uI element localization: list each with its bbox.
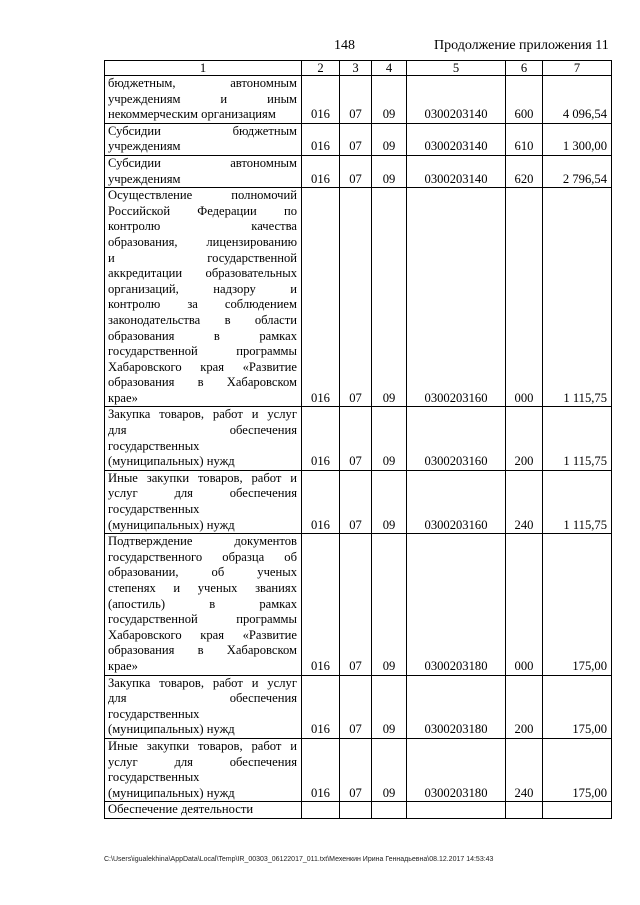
target-article-code: 0300203160 bbox=[407, 407, 506, 470]
table-row bbox=[105, 675, 612, 738]
subsection-code: 09 bbox=[372, 155, 407, 187]
section-code: 07 bbox=[340, 155, 372, 187]
target-article-code: 0300203160 bbox=[407, 470, 506, 533]
amount-value: 1 300,00 bbox=[543, 123, 612, 155]
description-line: для обеспечения bbox=[108, 691, 297, 706]
amount-value: 4 096,54 bbox=[543, 76, 612, 124]
amount-value bbox=[543, 802, 612, 819]
description-line: (муниципальных) нужд bbox=[108, 454, 235, 469]
description-line: (муниципальных) нужд bbox=[108, 722, 235, 737]
header-col-7: 7 bbox=[543, 61, 612, 76]
table-row bbox=[105, 407, 612, 470]
subsection-code: 09 bbox=[372, 534, 407, 675]
subsection-code bbox=[372, 802, 407, 819]
table-row bbox=[105, 188, 612, 407]
ministry-code: 016 bbox=[302, 155, 340, 187]
expense-type-code: 610 bbox=[506, 123, 543, 155]
row-description bbox=[105, 123, 302, 155]
description-line: Закупка товаров, работ и услуг bbox=[108, 407, 297, 422]
expense-type-code: 240 bbox=[506, 470, 543, 533]
description-line: образования в Хабаровском bbox=[108, 375, 297, 390]
subsection-code: 09 bbox=[372, 470, 407, 533]
subsection-code: 09 bbox=[372, 123, 407, 155]
table-row bbox=[105, 76, 612, 124]
description-line: Иные закупки товаров, работ и bbox=[108, 738, 297, 753]
ministry-code bbox=[302, 802, 340, 819]
table-row bbox=[105, 123, 612, 155]
target-article-code: 0300203140 bbox=[407, 123, 506, 155]
amount-value: 175,00 bbox=[543, 738, 612, 801]
description-line: государственных bbox=[108, 770, 200, 785]
amount-value: 175,00 bbox=[543, 534, 612, 675]
amount-value: 1 115,75 bbox=[543, 188, 612, 407]
section-code: 07 bbox=[340, 407, 372, 470]
expense-type-code: 000 bbox=[506, 188, 543, 407]
description-line: Обеспечение деятельности bbox=[108, 802, 254, 817]
description-line: (муниципальных) нужд bbox=[108, 785, 235, 800]
header-col-4: 4 bbox=[372, 61, 407, 76]
table-row bbox=[105, 534, 612, 675]
description-line: Закупка товаров, работ и услуг bbox=[108, 675, 297, 690]
description-line: Субсидии бюджетным bbox=[108, 123, 297, 138]
description-line: контролю качества bbox=[108, 219, 297, 234]
description-line: бюджетным, автономным bbox=[108, 76, 297, 90]
expense-type-code bbox=[506, 802, 543, 819]
description-line: государственной программы bbox=[108, 612, 297, 627]
target-article-code: 0300203140 bbox=[407, 76, 506, 124]
table-row bbox=[105, 155, 612, 187]
description-line: (муниципальных) нужд bbox=[108, 517, 235, 532]
description-line: степенях и ученых званиях bbox=[108, 581, 297, 595]
ministry-code: 016 bbox=[302, 738, 340, 801]
page-number: 148 bbox=[334, 38, 355, 53]
row-description bbox=[105, 188, 302, 407]
table-row bbox=[105, 802, 612, 819]
description-line: Хабаровского края «Развитие bbox=[108, 359, 297, 374]
row-description bbox=[105, 76, 302, 124]
ministry-code: 016 bbox=[302, 675, 340, 738]
description-line: государственных bbox=[108, 502, 200, 517]
description-line: законодательства в области bbox=[108, 312, 297, 327]
description-line: учреждениям и иным bbox=[108, 91, 297, 106]
row-description bbox=[105, 407, 302, 470]
section-code: 07 bbox=[340, 76, 372, 124]
section-code: 07 bbox=[340, 188, 372, 407]
subsection-code: 09 bbox=[372, 188, 407, 407]
description-line: Субсидии автономным bbox=[108, 155, 297, 170]
description-line: (апостиль) в рамках bbox=[108, 596, 297, 611]
description-line: образования, лицензированию bbox=[108, 234, 297, 249]
subsection-code: 09 bbox=[372, 675, 407, 738]
description-line: и государственной bbox=[108, 250, 297, 265]
description-line: государственной программы bbox=[108, 344, 297, 359]
description-line: государственных bbox=[108, 706, 200, 721]
section-code: 07 bbox=[340, 738, 372, 801]
expense-type-code: 000 bbox=[506, 534, 543, 675]
amount-value: 1 115,75 bbox=[543, 470, 612, 533]
section-code bbox=[340, 802, 372, 819]
ministry-code: 016 bbox=[302, 123, 340, 155]
expense-type-code: 200 bbox=[506, 407, 543, 470]
expense-type-code: 620 bbox=[506, 155, 543, 187]
footer-file-path: C:\Users\igualekhina\AppData\Local\Temp\IR_00303_06122017_011.txt\Мехенкин Ирина Геннадьевна\08.12.2017 14:53:43 bbox=[104, 856, 494, 863]
description-line: для обеспечения bbox=[108, 423, 297, 438]
expense-type-code: 240 bbox=[506, 738, 543, 801]
section-code: 07 bbox=[340, 123, 372, 155]
ministry-code: 016 bbox=[302, 534, 340, 675]
description-line: услуг для обеспечения bbox=[108, 486, 297, 501]
subsection-code: 09 bbox=[372, 738, 407, 801]
row-description bbox=[105, 155, 302, 187]
expense-type-code: 600 bbox=[506, 76, 543, 124]
subsection-code: 09 bbox=[372, 76, 407, 124]
subsection-code: 09 bbox=[372, 407, 407, 470]
row-description bbox=[105, 802, 302, 819]
description-line: образовании, об ученых bbox=[108, 565, 297, 580]
ministry-code: 016 bbox=[302, 188, 340, 407]
target-article-code: 0300203140 bbox=[407, 155, 506, 187]
description-line: Осуществление полномочий bbox=[108, 188, 297, 203]
description-line: Подтверждение документов bbox=[108, 534, 297, 549]
target-article-code bbox=[407, 802, 506, 819]
description-line: Российской Федерации по bbox=[108, 203, 297, 218]
row-description bbox=[105, 738, 302, 801]
expense-type-code: 200 bbox=[506, 675, 543, 738]
description-line: крае» bbox=[108, 390, 138, 405]
row-description bbox=[105, 534, 302, 675]
description-line: Иные закупки товаров, работ и bbox=[108, 470, 297, 485]
description-line: аккредитации образовательных bbox=[108, 266, 297, 281]
row-description bbox=[105, 675, 302, 738]
ministry-code: 016 bbox=[302, 470, 340, 533]
description-line: контролю за соблюдением bbox=[108, 297, 297, 312]
description-line: учреждениям bbox=[108, 139, 181, 154]
description-line: крае» bbox=[108, 658, 138, 673]
section-code: 07 bbox=[340, 534, 372, 675]
ministry-code: 016 bbox=[302, 76, 340, 124]
amount-value: 2 796,54 bbox=[543, 155, 612, 187]
table-header-row bbox=[105, 61, 612, 76]
row-description bbox=[105, 470, 302, 533]
target-article-code: 0300203180 bbox=[407, 738, 506, 801]
target-article-code: 0300203180 bbox=[407, 534, 506, 675]
table-row bbox=[105, 470, 612, 533]
target-article-code: 0300203160 bbox=[407, 188, 506, 407]
header-col-1: 1 bbox=[105, 61, 302, 76]
header-col-5: 5 bbox=[407, 61, 506, 76]
amount-value: 1 115,75 bbox=[543, 407, 612, 470]
description-line: государственных bbox=[108, 438, 200, 453]
section-code: 07 bbox=[340, 675, 372, 738]
table-row bbox=[105, 738, 612, 801]
description-line: Хабаровского края «Развитие bbox=[108, 627, 297, 642]
amount-value: 175,00 bbox=[543, 675, 612, 738]
description-line: некоммерческим организациям bbox=[108, 107, 276, 122]
description-line: учреждениям bbox=[108, 171, 181, 186]
header-col-2: 2 bbox=[302, 61, 340, 76]
description-line: государственного образца об bbox=[108, 549, 297, 564]
description-line: услуг для обеспечения bbox=[108, 754, 297, 769]
description-line: образования в рамках bbox=[108, 328, 297, 343]
description-line: организаций, надзору и bbox=[108, 281, 297, 296]
header-col-3: 3 bbox=[340, 61, 372, 76]
section-code: 07 bbox=[340, 470, 372, 533]
description-line: образования в Хабаровском bbox=[108, 643, 297, 658]
budget-table bbox=[104, 60, 612, 819]
appendix-continuation-note: Продолжение приложения 11 bbox=[434, 38, 609, 53]
ministry-code: 016 bbox=[302, 407, 340, 470]
header-col-6: 6 bbox=[506, 61, 543, 76]
target-article-code: 0300203180 bbox=[407, 675, 506, 738]
